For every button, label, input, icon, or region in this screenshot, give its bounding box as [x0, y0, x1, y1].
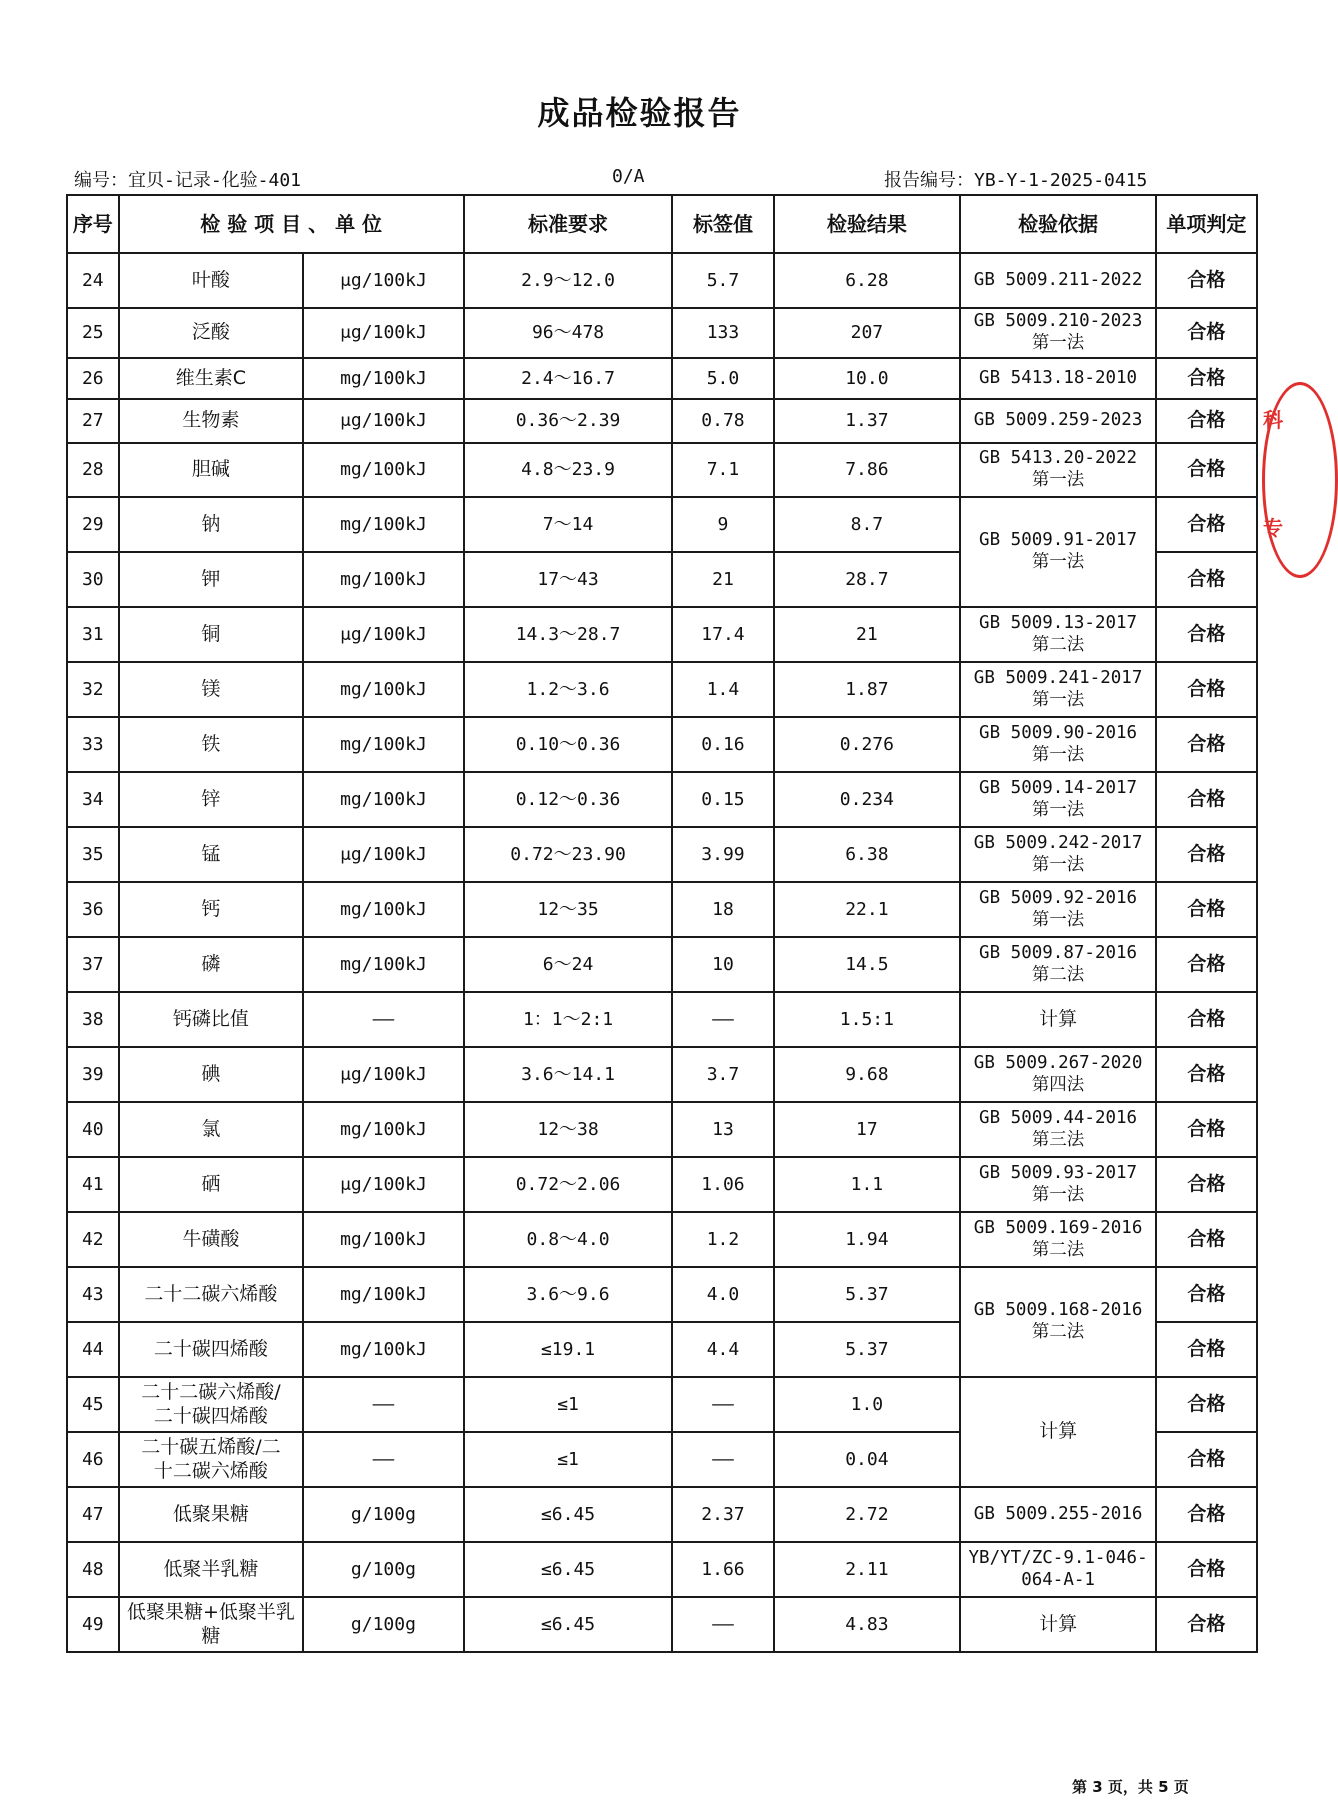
row-basis — [960, 1157, 1156, 1212]
row-basis-line: GB 5009.93-2017 — [979, 1162, 1138, 1183]
col-seq: 序号 — [67, 195, 119, 253]
row-unit: mg/100kJ — [303, 937, 463, 992]
table-row — [67, 1047, 1257, 1102]
row-seq: 34 — [67, 772, 119, 827]
table-row — [67, 308, 1257, 358]
row-basis: 计算 — [960, 1377, 1156, 1487]
row-basis-line: 第二法 — [1031, 1239, 1085, 1260]
row-judge: 合格 — [1156, 1597, 1257, 1652]
row-unit: g/100g — [303, 1542, 463, 1597]
row-item: 低聚果糖 — [119, 1487, 304, 1542]
row-label-value: 4.4 — [672, 1322, 773, 1377]
row-unit: μg/100kJ — [303, 1047, 463, 1102]
row-basis-line: 第一法 — [1031, 552, 1085, 572]
row-basis — [960, 662, 1156, 717]
row-result: 22.1 — [774, 882, 961, 937]
row-seq: 31 — [67, 607, 119, 662]
row-basis-line: GB 5009.92-2016 — [979, 887, 1138, 908]
row-seq: 43 — [67, 1267, 119, 1322]
row-basis-line: GB 5009.242-2017 — [973, 832, 1143, 853]
row-basis-line: 第一法 — [1031, 333, 1085, 353]
row-standard: 96～478 — [464, 308, 673, 358]
table-body — [67, 253, 1257, 1652]
row-item: 钾 — [119, 552, 304, 607]
row-item: 低聚半乳糖 — [119, 1542, 304, 1597]
table-row — [67, 1267, 1257, 1322]
row-result: 6.28 — [774, 253, 961, 308]
row-item-line: 低聚果糖+低聚半乳 — [126, 1601, 295, 1624]
row-basis — [960, 497, 1156, 607]
row-result: 1.37 — [774, 399, 961, 443]
row-judge: 合格 — [1156, 552, 1257, 607]
row-result: 2.11 — [774, 1542, 961, 1597]
row-unit: —— — [303, 1377, 463, 1432]
table-row — [67, 1157, 1257, 1212]
row-item-line: 二十碳五烯酸/二 — [141, 1436, 281, 1459]
row-basis — [960, 1267, 1156, 1377]
row-standard: ≤19.1 — [464, 1322, 673, 1377]
row-item: 叶酸 — [119, 253, 304, 308]
row-item: 泛酸 — [119, 308, 304, 358]
row-standard: ≤6.45 — [464, 1487, 673, 1542]
row-basis — [960, 717, 1156, 772]
row-unit: μg/100kJ — [303, 253, 463, 308]
page-number: 第 3 页，共 5 页 — [1072, 1778, 1189, 1796]
row-basis-line: GB 5009.44-2016 — [979, 1107, 1138, 1128]
row-result: 8.7 — [774, 497, 961, 552]
row-result: 2.72 — [774, 1487, 961, 1542]
row-judge: 合格 — [1156, 772, 1257, 827]
row-result: 17 — [774, 1102, 961, 1157]
row-basis-line: GB 5413.20-2022 — [979, 448, 1138, 469]
row-standard: 7～14 — [464, 497, 673, 552]
row-judge: 合格 — [1156, 253, 1257, 308]
row-seq: 30 — [67, 552, 119, 607]
row-unit: mg/100kJ — [303, 497, 463, 552]
row-unit: mg/100kJ — [303, 1322, 463, 1377]
row-basis-line: 第一法 — [1031, 799, 1085, 820]
row-label-value: 13 — [672, 1102, 773, 1157]
row-unit: mg/100kJ — [303, 443, 463, 497]
row-unit: mg/100kJ — [303, 882, 463, 937]
table-row — [67, 1487, 1257, 1542]
row-unit: g/100g — [303, 1597, 463, 1652]
row-basis-line: GB 5009.168-2016 — [973, 1300, 1143, 1321]
row-seq: 29 — [67, 497, 119, 552]
row-seq: 44 — [67, 1322, 119, 1377]
row-result: 28.7 — [774, 552, 961, 607]
row-basis: 计算 — [960, 992, 1156, 1047]
row-label-value: 21 — [672, 552, 773, 607]
row-basis-line: YB/YT/ZC-9.1-046- — [968, 1547, 1148, 1568]
inspection-table — [66, 194, 1258, 1653]
row-standard: 2.4～16.7 — [464, 358, 673, 399]
row-seq: 36 — [67, 882, 119, 937]
row-standard: 3.6～14.1 — [464, 1047, 673, 1102]
row-basis-line: 064-A-1 — [1021, 1569, 1095, 1590]
row-item: 硒 — [119, 1157, 304, 1212]
row-seq: 38 — [67, 992, 119, 1047]
row-judge: 合格 — [1156, 717, 1257, 772]
table-row — [67, 399, 1257, 443]
table-row — [67, 607, 1257, 662]
row-label-value: 3.99 — [672, 827, 773, 882]
row-result: 21 — [774, 607, 961, 662]
row-unit: mg/100kJ — [303, 1102, 463, 1157]
row-unit: mg/100kJ — [303, 552, 463, 607]
row-label-value: 133 — [672, 308, 773, 358]
row-result: 6.38 — [774, 827, 961, 882]
row-standard: 6～24 — [464, 937, 673, 992]
row-item: 二十二碳六烯酸 — [119, 1267, 304, 1322]
table-row — [67, 937, 1257, 992]
row-basis-line: 第一法 — [1031, 1184, 1085, 1205]
row-basis-line: 第二法 — [1031, 1322, 1085, 1342]
row-judge: 合格 — [1156, 882, 1257, 937]
row-label-value: 1.4 — [672, 662, 773, 717]
row-result: 0.04 — [774, 1432, 961, 1487]
row-seq: 49 — [67, 1597, 119, 1652]
row-basis-line: GB 5009.210-2023 — [973, 311, 1143, 332]
row-label-value: 18 — [672, 882, 773, 937]
row-basis: 计算 — [960, 1597, 1156, 1652]
row-unit: μg/100kJ — [303, 308, 463, 358]
row-judge: 合格 — [1156, 1102, 1257, 1157]
row-standard: ≤6.45 — [464, 1597, 673, 1652]
seal-char: 科 — [1263, 408, 1283, 432]
col-judge: 单项判定 — [1156, 195, 1257, 253]
row-seq: 46 — [67, 1432, 119, 1487]
row-unit: mg/100kJ — [303, 717, 463, 772]
row-standard: 0.12～0.36 — [464, 772, 673, 827]
table-row — [67, 772, 1257, 827]
row-standard: 4.8～23.9 — [464, 443, 673, 497]
report-title: 成品检验报告 — [537, 94, 742, 132]
row-basis — [960, 308, 1156, 358]
row-judge: 合格 — [1156, 308, 1257, 358]
red-seal-stamp — [1262, 362, 1283, 592]
row-judge: 合格 — [1156, 443, 1257, 497]
row-result: 0.276 — [774, 717, 961, 772]
row-judge: 合格 — [1156, 937, 1257, 992]
row-judge: 合格 — [1156, 1047, 1257, 1102]
row-label-value: 1.2 — [672, 1212, 773, 1267]
row-seq: 47 — [67, 1487, 119, 1542]
row-standard: 0.72～23.90 — [464, 827, 673, 882]
col-result: 检验结果 — [774, 195, 961, 253]
row-standard: 0.10～0.36 — [464, 717, 673, 772]
row-standard: 3.6～9.6 — [464, 1267, 673, 1322]
row-judge: 合格 — [1156, 607, 1257, 662]
version-code: 0/A — [612, 166, 645, 187]
table-row — [67, 443, 1257, 497]
row-basis — [960, 882, 1156, 937]
table-row — [67, 1542, 1257, 1597]
row-judge: 合格 — [1156, 992, 1257, 1047]
table-row — [67, 1212, 1257, 1267]
row-basis — [960, 1047, 1156, 1102]
row-judge: 合格 — [1156, 827, 1257, 882]
row-basis-line: GB 5009.14-2017 — [979, 777, 1138, 798]
row-item: 磷 — [119, 937, 304, 992]
row-standard: ≤6.45 — [464, 1542, 673, 1597]
row-basis — [960, 772, 1156, 827]
row-item — [119, 1377, 304, 1432]
row-item-line: 糖 — [201, 1624, 221, 1647]
table-row — [67, 253, 1257, 308]
row-basis — [960, 1212, 1156, 1267]
row-label-value: 7.1 — [672, 443, 773, 497]
row-basis: GB 5413.18-2010 — [960, 358, 1156, 399]
row-basis-line: GB 5009.90-2016 — [979, 722, 1138, 743]
row-seq: 41 — [67, 1157, 119, 1212]
table-row — [67, 358, 1257, 399]
row-item: 氯 — [119, 1102, 304, 1157]
row-item: 钙 — [119, 882, 304, 937]
table-row — [67, 827, 1257, 882]
table-row — [67, 1102, 1257, 1157]
row-judge: 合格 — [1156, 1432, 1257, 1487]
row-item — [119, 1432, 304, 1487]
row-basis-line: 第一法 — [1031, 744, 1085, 765]
row-item — [119, 1597, 304, 1652]
row-standard: ≤1 — [464, 1377, 673, 1432]
row-basis-line: GB 5009.13-2017 — [979, 612, 1138, 633]
row-item: 锰 — [119, 827, 304, 882]
row-basis-line: 第一法 — [1031, 689, 1085, 710]
row-basis-line: 第二法 — [1031, 634, 1085, 655]
row-seq: 24 — [67, 253, 119, 308]
row-seq: 25 — [67, 308, 119, 358]
row-label-value: —— — [672, 992, 773, 1047]
row-seq: 40 — [67, 1102, 119, 1157]
row-result: 1.0 — [774, 1377, 961, 1432]
row-judge: 合格 — [1156, 1157, 1257, 1212]
row-result: 207 — [774, 308, 961, 358]
row-label-value: 2.37 — [672, 1487, 773, 1542]
row-basis — [960, 1542, 1156, 1597]
row-result: 0.234 — [774, 772, 961, 827]
row-item: 锌 — [119, 772, 304, 827]
col-standard: 标准要求 — [464, 195, 673, 253]
row-unit: g/100g — [303, 1487, 463, 1542]
row-standard: 14.3～28.7 — [464, 607, 673, 662]
row-item-line: 二十二碳六烯酸/ — [141, 1381, 281, 1404]
row-item: 碘 — [119, 1047, 304, 1102]
row-standard: 12～38 — [464, 1102, 673, 1157]
row-judge: 合格 — [1156, 497, 1257, 552]
row-label-value: 1.06 — [672, 1157, 773, 1212]
table-row — [67, 662, 1257, 717]
row-item: 胆碱 — [119, 443, 304, 497]
table-row — [67, 1377, 1257, 1432]
row-label-value: 9 — [672, 497, 773, 552]
row-basis-line: GB 5009.91-2017 — [979, 530, 1138, 551]
row-result: 5.37 — [774, 1322, 961, 1377]
row-unit: μg/100kJ — [303, 1157, 463, 1212]
row-label-value: 4.0 — [672, 1267, 773, 1322]
row-result: 5.37 — [774, 1267, 961, 1322]
row-standard: 17～43 — [464, 552, 673, 607]
row-label-value: 3.7 — [672, 1047, 773, 1102]
row-basis-line: 第三法 — [1031, 1129, 1085, 1150]
row-basis-line: 第一法 — [1031, 909, 1085, 930]
col-basis: 检验依据 — [960, 195, 1156, 253]
row-standard: 1：1～2:1 — [464, 992, 673, 1047]
row-result: 1.1 — [774, 1157, 961, 1212]
table-row — [67, 717, 1257, 772]
row-label-value: 10 — [672, 937, 773, 992]
seal-char: 专 — [1263, 516, 1283, 540]
row-item: 钙磷比值 — [119, 992, 304, 1047]
row-judge: 合格 — [1156, 662, 1257, 717]
record-code: 编号：宜贝-记录-化验-401 — [74, 170, 302, 191]
row-basis-line: 第一法 — [1031, 470, 1085, 490]
row-result: 10.0 — [774, 358, 961, 399]
row-basis-line: 第四法 — [1031, 1074, 1085, 1095]
row-judge: 合格 — [1156, 1542, 1257, 1597]
row-seq: 33 — [67, 717, 119, 772]
col-label: 标签值 — [672, 195, 773, 253]
row-label-value: 0.78 — [672, 399, 773, 443]
row-standard: 12～35 — [464, 882, 673, 937]
row-item-line: 二十碳四烯酸 — [153, 1404, 268, 1427]
row-standard: 0.8～4.0 — [464, 1212, 673, 1267]
row-unit: mg/100kJ — [303, 1212, 463, 1267]
row-result: 1.94 — [774, 1212, 961, 1267]
report-number: 报告编号：YB-Y-1-2025-0415 — [884, 170, 1148, 191]
table-row — [67, 1597, 1257, 1652]
row-result: 14.5 — [774, 937, 961, 992]
row-judge: 合格 — [1156, 1322, 1257, 1377]
row-label-value: 0.15 — [672, 772, 773, 827]
row-result: 1.5:1 — [774, 992, 961, 1047]
row-seq: 45 — [67, 1377, 119, 1432]
row-judge: 合格 — [1156, 1212, 1257, 1267]
row-basis — [960, 827, 1156, 882]
row-item: 牛磺酸 — [119, 1212, 304, 1267]
row-judge: 合格 — [1156, 358, 1257, 399]
row-basis: GB 5009.211-2022 — [960, 253, 1156, 308]
row-result: 7.86 — [774, 443, 961, 497]
row-basis: GB 5009.259-2023 — [960, 399, 1156, 443]
row-seq: 27 — [67, 399, 119, 443]
row-basis-line: 第二法 — [1031, 964, 1085, 985]
row-unit: μg/100kJ — [303, 399, 463, 443]
row-seq: 28 — [67, 443, 119, 497]
row-label-value: 17.4 — [672, 607, 773, 662]
row-unit: —— — [303, 992, 463, 1047]
row-item-line: 十二碳六烯酸 — [153, 1459, 268, 1482]
row-seq: 35 — [67, 827, 119, 882]
table-row — [67, 882, 1257, 937]
row-unit: mg/100kJ — [303, 662, 463, 717]
row-basis-line: GB 5009.87-2016 — [979, 942, 1138, 963]
row-item: 生物素 — [119, 399, 304, 443]
row-seq: 37 — [67, 937, 119, 992]
row-label-value: 5.0 — [672, 358, 773, 399]
row-standard: 1.2～3.6 — [464, 662, 673, 717]
row-seq: 39 — [67, 1047, 119, 1102]
row-basis — [960, 1102, 1156, 1157]
row-standard: ≤1 — [464, 1432, 673, 1487]
row-label-value: —— — [672, 1377, 773, 1432]
col-item-unit: 检 验 项 目 、 单 位 — [119, 195, 464, 253]
row-standard: 2.9～12.0 — [464, 253, 673, 308]
row-label-value: —— — [672, 1597, 773, 1652]
row-basis-line: GB 5009.169-2016 — [973, 1217, 1143, 1238]
row-item: 镁 — [119, 662, 304, 717]
row-result: 1.87 — [774, 662, 961, 717]
row-item: 钠 — [119, 497, 304, 552]
row-judge: 合格 — [1156, 399, 1257, 443]
row-unit: μg/100kJ — [303, 607, 463, 662]
row-judge: 合格 — [1156, 1487, 1257, 1542]
table-row — [67, 992, 1257, 1047]
row-basis — [960, 607, 1156, 662]
row-basis — [960, 443, 1156, 497]
row-basis: GB 5009.255-2016 — [960, 1487, 1156, 1542]
row-label-value: 5.7 — [672, 253, 773, 308]
row-unit: mg/100kJ — [303, 1267, 463, 1322]
row-unit: mg/100kJ — [303, 772, 463, 827]
row-item: 维生素C — [119, 358, 304, 399]
row-standard: 0.72～2.06 — [464, 1157, 673, 1212]
row-seq: 32 — [67, 662, 119, 717]
table-header-row — [67, 195, 1257, 253]
row-item: 铜 — [119, 607, 304, 662]
row-item: 铁 — [119, 717, 304, 772]
row-label-value: 0.16 — [672, 717, 773, 772]
table-row — [67, 497, 1257, 552]
row-judge: 合格 — [1156, 1267, 1257, 1322]
row-seq: 42 — [67, 1212, 119, 1267]
row-basis-line: 第一法 — [1031, 854, 1085, 875]
row-label-value: 1.66 — [672, 1542, 773, 1597]
row-judge: 合格 — [1156, 1377, 1257, 1432]
row-unit: μg/100kJ — [303, 827, 463, 882]
row-result: 4.83 — [774, 1597, 961, 1652]
row-label-value: —— — [672, 1432, 773, 1487]
row-unit: mg/100kJ — [303, 358, 463, 399]
row-basis-line: GB 5009.241-2017 — [973, 667, 1143, 688]
row-unit: —— — [303, 1432, 463, 1487]
row-basis-line: GB 5009.267-2020 — [973, 1052, 1143, 1073]
row-seq: 26 — [67, 358, 119, 399]
row-standard: 0.36～2.39 — [464, 399, 673, 443]
row-item: 二十碳四烯酸 — [119, 1322, 304, 1377]
row-seq: 48 — [67, 1542, 119, 1597]
row-basis — [960, 937, 1156, 992]
row-result: 9.68 — [774, 1047, 961, 1102]
